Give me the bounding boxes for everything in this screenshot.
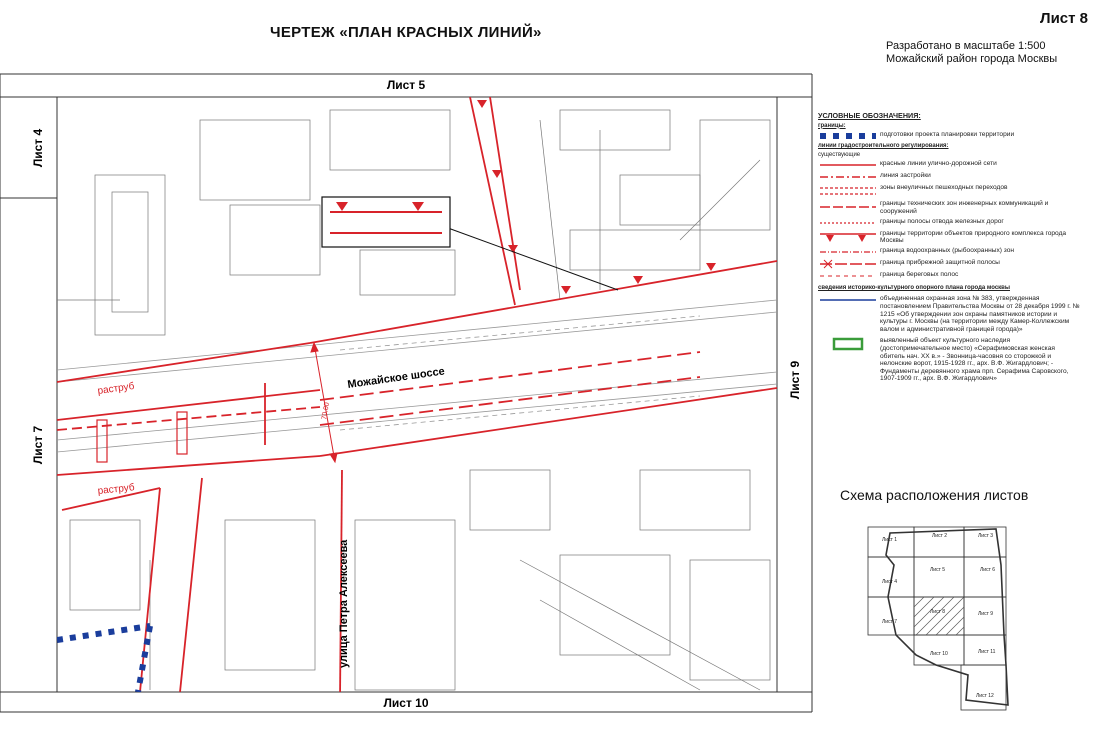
frame-right-label: Лист 9 (788, 360, 802, 400)
scheme-title: Схема расположения листов (840, 487, 1029, 503)
legend-row-water (818, 247, 1080, 257)
blue-dash-symbol (818, 131, 878, 141)
boundary-triangles (477, 100, 716, 294)
flare-label-1: раструб (96, 380, 136, 397)
legend-project-boundary: подготовки проекта планировки территории (880, 131, 1015, 139)
scheme-cell-label: Лист 8 (930, 609, 946, 615)
legend-item: граница береговых полос (880, 270, 959, 278)
scheme-cell-label: Лист 5 (930, 567, 946, 573)
width-dimension-label: 70.00 (321, 401, 332, 421)
legend-item: границы территории объектов природного комплекса города Москвы (880, 229, 1067, 245)
street-label: улица Петра Алексеева (338, 539, 350, 668)
legend-item: граница водоохранных (рыбоохранных) зон (880, 246, 1015, 254)
frame-top-label: Лист 5 (386, 78, 426, 92)
legend-item: линия застройки (880, 172, 931, 180)
legend-item: красные линии улично-дорожной сети (880, 160, 997, 168)
legend-heritage-heading: сведения историко-культурного опорного плана города москвы (818, 284, 1010, 291)
legend-row-nature (818, 230, 1080, 245)
legend-heritage-zone: объединенная охранная зона № 383, утвержденная постановлением Правительства Москвы от 28 декабря 1999 г. № 1215 «Об утверждении зон охраны памятников истории и культуры г. Москвы (на территории между Камер-Коллежским валом и административной границей города)» (880, 295, 1080, 333)
callout-box (322, 197, 618, 290)
legend-row-railway (818, 218, 1080, 228)
frame-bottom-label: Лист 10 (383, 696, 429, 710)
scheme-boundary (886, 529, 1008, 705)
scheme-cell-label: Лист 4 (882, 579, 898, 585)
legend-row-red-lines (818, 160, 1080, 170)
sheet-number: Лист 8 (1040, 10, 1088, 27)
flare-label-2: раструб (97, 482, 136, 497)
scheme-cell-label: Лист 12 (976, 693, 994, 699)
flare-markers (97, 412, 187, 462)
legend-item: зоны внеуличных пешеходных переходов (880, 184, 1008, 192)
scheme-cell-label: Лист 9 (978, 611, 994, 617)
frame-left-top-label: Лист 4 (31, 128, 45, 168)
scheme-cell-label: Лист 3 (978, 533, 994, 539)
scheme-cell-label: Лист 2 (932, 533, 948, 539)
legend-heading: УСЛОВНЫЕ ОБОЗНАЧЕНИЯ: (818, 111, 921, 120)
legend-row-pedestrian (818, 184, 1080, 198)
legend-row-coastal (818, 259, 1080, 269)
scheme-cell-label: Лист 11 (978, 649, 996, 655)
legend-row-shore (818, 271, 1080, 281)
legend-row-heritage-zone (818, 295, 1080, 333)
legend-item: граница прибрежной защитной полосы (880, 258, 1000, 266)
legend-row-tech-zones (818, 200, 1080, 215)
scheme-cell-label: Лист 10 (930, 651, 948, 657)
sheet-layout-scheme (866, 525, 1026, 715)
road-label: Можайское шоссе (346, 365, 446, 391)
legend-row-heritage-object (818, 337, 1080, 383)
legend-boundaries: границы: (818, 122, 846, 129)
scheme-cell-label: Лист 1 (882, 537, 898, 543)
scheme-cell-label: Лист 7 (882, 619, 898, 625)
legend-row-building-line (818, 172, 1080, 182)
district-text: Можайский район города Москвы (886, 53, 1058, 65)
legend-heritage-object: выявленный объект культурного наследия (достопримечательное место) «Серафимовская женская обитель нач. XX в.» - Звонница-часовня со сторожкой и нелонские ворот, 1915-1928 гг., арх. В.Ф. Жигардлович; - Фундаменты деревянного храма прп. Серафима Саровского, 1907-1909 гг., арх. В.Ф. Жигардлович» (880, 337, 1069, 383)
current-sheet-hatch (914, 597, 964, 635)
legend (818, 112, 1080, 385)
scale-text: Разработано в масштабе 1:500 (886, 40, 1046, 52)
frame-left-bottom-label: Лист 7 (31, 425, 45, 465)
legend-row-project-boundary (818, 131, 1080, 141)
legend-item: границы полосы отвода железных дорог (880, 217, 1004, 225)
legend-item: границы технических зон инженерных коммуникаций и сооружений (880, 200, 1049, 215)
legend-existing: существующие (818, 151, 861, 158)
drawing-title: ЧЕРТЕЖ «ПЛАН КРАСНЫХ ЛИНИЙ» (270, 24, 542, 41)
scheme-cell-label: Лист 6 (980, 567, 996, 573)
legend-regulation-lines: линии градостроительного регулирования: (818, 143, 949, 150)
project-boundary (57, 626, 150, 692)
